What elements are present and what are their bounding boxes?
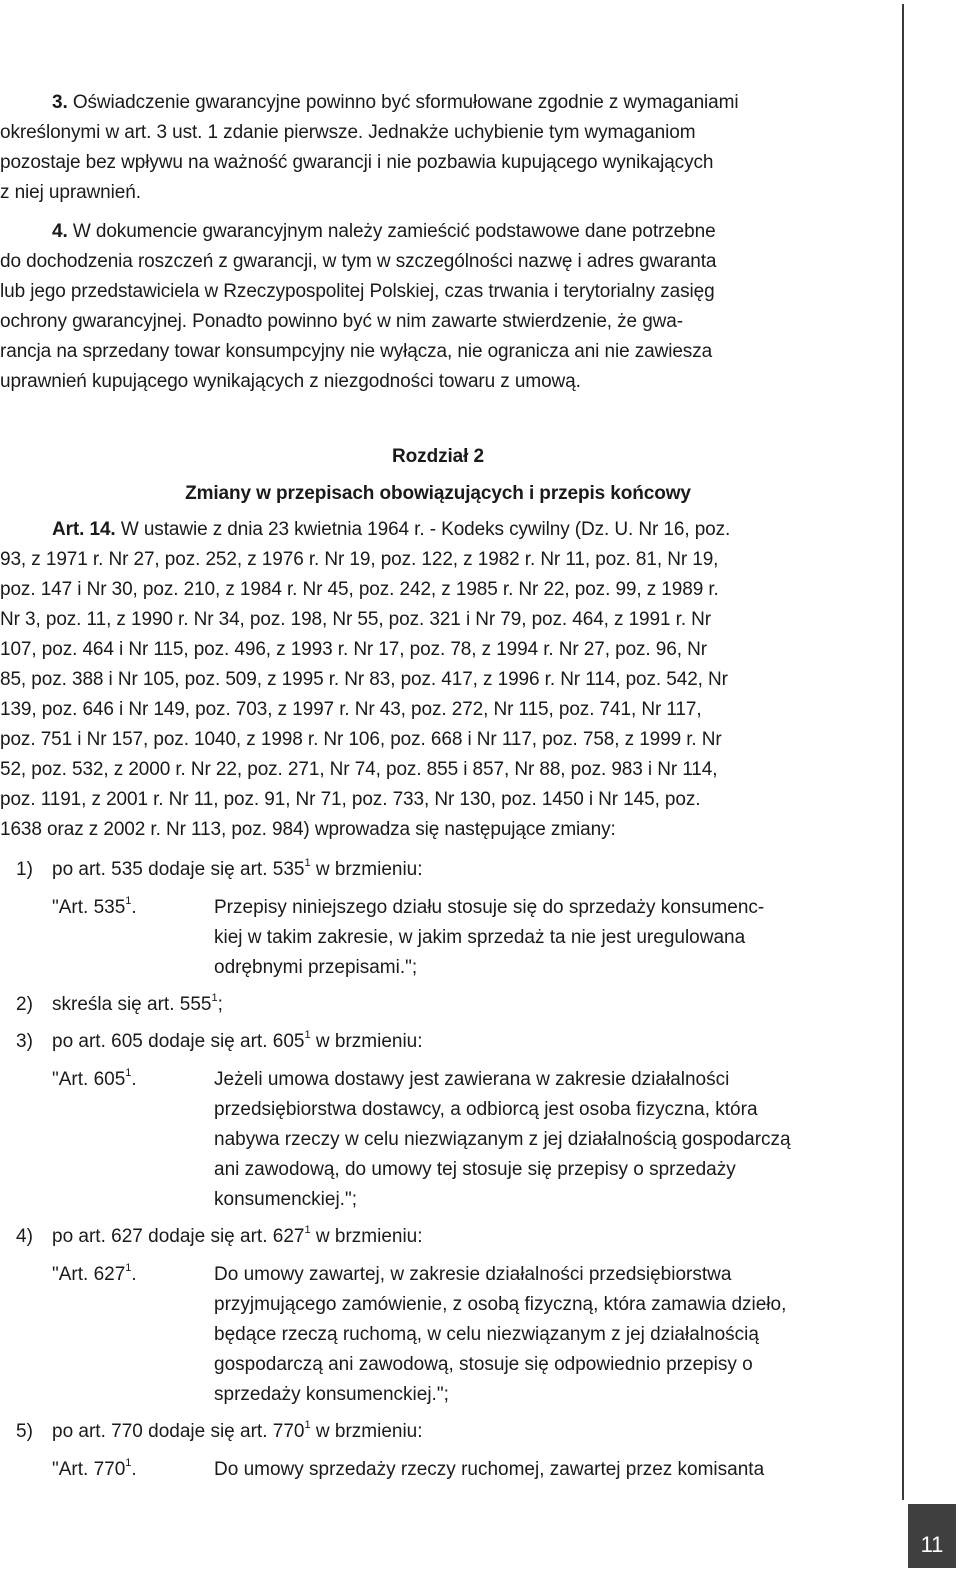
- p4-line-6: uprawnień kupującego wynikających z niezgodności towaru z umową.: [0, 371, 581, 392]
- art535-line-3: odrębnymi przepisami.";: [214, 957, 418, 978]
- item-5-number: 5): [16, 1421, 33, 1442]
- page-number-badge: [908, 1504, 956, 1568]
- item-2-number: 2): [16, 994, 33, 1015]
- art605-line-4: ani zawodową, do umowy tej stosuje się przepisy o sprzedaży: [214, 1159, 736, 1180]
- item-4-text: po art. 627 dodaje się art. $627^1$ w brzmieniu:: [52, 1223, 423, 1247]
- p4-line-2: do dochodzenia roszczeń z gwarancji, w tym w szczególności nazwę i adres gwaranta: [0, 251, 717, 272]
- p3-line-4: z niej uprawnień.: [0, 182, 141, 203]
- art627-label: "Art. $627^1$.: [52, 1261, 137, 1285]
- p4-text-1: W dokumencie gwarancyjnym należy zamieścić podstawowe dane potrzebne: [72, 221, 716, 242]
- item-1-number: 1): [16, 859, 33, 880]
- p3-number: 3.: [52, 92, 68, 113]
- art14-line-1: [52, 518, 730, 542]
- art605-line-1: Jeżeli umowa dostawy jest zawierana w zakresie działalności: [214, 1069, 730, 1090]
- item-3-text: po art. 605 dodaje się art. $605^1$ w brzmieniu:: [52, 1028, 423, 1052]
- p3-line-1: [52, 91, 876, 115]
- art535-label: "Art. $535^1$.: [52, 894, 137, 918]
- item-2-text: skreśla się art. $555^1$;: [52, 991, 223, 1015]
- art14-line-5: 107, poz. 464 i Nr 115, poz. 496, z 1993 r. Nr 17, poz. 78, z 1994 r. Nr 27, poz. 96, Nr: [0, 639, 707, 660]
- art627-line-5: sprzedaży konsumenckiej.";: [214, 1384, 449, 1405]
- p4-line-1: [52, 220, 716, 244]
- art14-line-4: Nr 3, poz. 11, z 1990 r. Nr 34, poz. 198, Nr 55, poz. 321 i Nr 79, poz. 464, z 1991 r. Nr: [0, 609, 712, 630]
- art605-line-5: konsumenckiej.";: [214, 1189, 357, 1210]
- art14-line-6: 85, poz. 388 i Nr 105, poz. 509, z 1995 r. Nr 83, poz. 417, z 1996 r. Nr 114, poz. 542, Nr: [0, 669, 728, 690]
- art535-line-2: kiej w takim zakresie, w jakim sprzedaż ta nie jest uregulowana: [214, 927, 746, 948]
- chapter-subtitle: Zmiany w przepisach obowiązujących i przepis końcowy: [185, 483, 691, 504]
- art627-line-2: przyjmującego zamówienie, z osobą fizyczną, która zamawia dzieło,: [214, 1294, 787, 1315]
- art14-line-8: poz. 751 i Nr 157, poz. 1040, z 1998 r. Nr 106, poz. 668 i Nr 117, poz. 758, z 1999 r. Nr: [0, 729, 722, 750]
- art14-text-1: W ustawie z dnia 23 kwietnia 1964 r. - Kodeks cywilny (Dz. U. Nr 16, poz.: [120, 519, 731, 540]
- art605-line-2: przedsiębiorstwa dostawcy, a odbiorcą jest osoba fizyczna, która: [214, 1099, 758, 1120]
- p4-line-3: lub jego przedstawiciela w Rzeczypospolitej Polskiej, czas trwania i terytorialny zasięg: [0, 281, 715, 302]
- art605-label: "Art. $605^1$.: [52, 1066, 137, 1090]
- art14-line-3: poz. 147 i Nr 30, poz. 210, z 1984 r. Nr 45, poz. 242, z 1985 r. Nr 22, poz. 99, z 1989 r.: [0, 579, 719, 600]
- art14-line-10: poz. 1191, z 2001 r. Nr 11, poz. 91, Nr 71, poz. 733, Nr 130, poz. 1450 i Nr 145, poz.: [0, 789, 701, 810]
- p4-line-5: rancja na sprzedany towar konsumpcyjny nie wyłącza, nie ogranicza ani nie zawiesza: [0, 341, 713, 362]
- item-4-number: 4): [16, 1226, 33, 1247]
- art770-label: "Art. $770^1$.: [52, 1456, 137, 1480]
- art14-line-9: 52, poz. 532, z 2000 r. Nr 22, poz. 271, Nr 74, poz. 855 i 857, Nr 88, poz. 983 i Nr 114,: [0, 759, 718, 780]
- item-1-text: po art. 535 dodaje się art. $535^1$ w brzmieniu:: [52, 856, 423, 880]
- art535-line-1: Przepisy niniejszego działu stosuje się do sprzedaży konsumenc-: [214, 897, 765, 918]
- art627-line-1: Do umowy zawartej, w zakresie działalności przedsiębiorstwa: [214, 1264, 732, 1285]
- p4-number: 4.: [52, 221, 68, 242]
- p3-text-1: Oświadczenie gwarancyjne powinno być sformułowane zgodnie z wymaganiami: [72, 92, 739, 113]
- art14-line-7: 139, poz. 646 i Nr 149, poz. 703, z 1997 r. Nr 43, poz. 272, Nr 115, poz. 741, Nr 117,: [0, 699, 702, 720]
- margin-rule: [902, 4, 904, 1500]
- art14-line-2: 93, z 1971 r. Nr 27, poz. 252, z 1976 r. Nr 19, poz. 122, z 1982 r. Nr 11, poz. 81, Nr 19,: [0, 549, 719, 570]
- art14-number: Art. 14.: [52, 519, 116, 540]
- item-5-text: po art. 770 dodaje się art. $770^1$ w brzmieniu:: [52, 1418, 423, 1442]
- page-number: 11: [920, 1532, 944, 1557]
- art627-line-3: będące rzeczą ruchomą, w celu niezwiązanym z jej działalnością: [214, 1324, 759, 1345]
- p3-line-2: określonymi w art. 3 ust. 1 zdanie pierwsze. Jednakże uchybienie tym wymaganiom: [0, 122, 696, 143]
- art14-line-11: 1638 oraz z 2002 r. Nr 113, poz. 984) wprowadza się następujące zmiany:: [0, 819, 616, 840]
- p4-line-4: ochrony gwarancyjnej. Ponadto powinno być w nim zawarte stwierdzenie, że gwa-: [0, 311, 683, 332]
- chapter-title: Rozdział 2: [392, 446, 484, 467]
- art605-line-3: nabywa rzeczy w celu niezwiązanym z jej działalnością gospodarczą: [214, 1129, 791, 1150]
- item-3-number: 3): [16, 1031, 33, 1052]
- p3-line-3: pozostaje bez wpływu na ważność gwarancji i nie pozbawia kupującego wynikających: [0, 152, 714, 173]
- art770-line-1: Do umowy sprzedaży rzeczy ruchomej, zawartej przez komisanta: [214, 1459, 765, 1480]
- art627-line-4: gospodarczą ani zawodową, stosuje się odpowiednio przepisy o: [214, 1354, 753, 1375]
